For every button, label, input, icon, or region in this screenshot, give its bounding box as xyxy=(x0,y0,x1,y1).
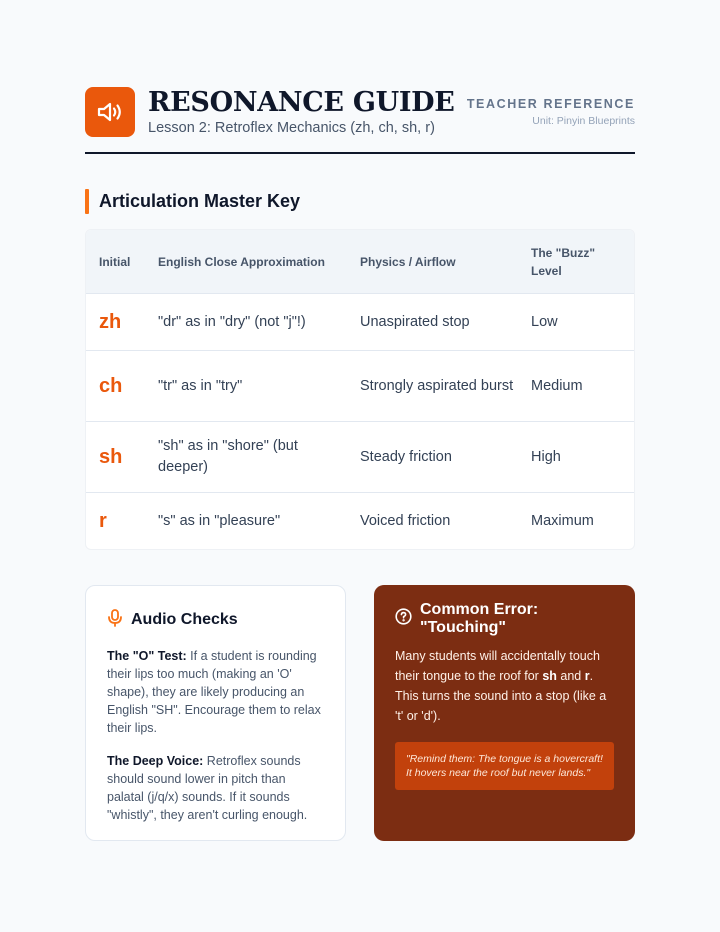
column-header-approximation: English Close Approximation xyxy=(158,254,325,269)
initial-cell: sh xyxy=(99,445,123,468)
error-text-part: Many students will accidentally touch their tongue to the roof for xyxy=(395,649,600,683)
audio-check-text: If a student is rounding their lips too much (making an 'O' shape), they are likely producing an English "SH". Encourage them to relax their lips. xyxy=(107,649,321,735)
common-error-text xyxy=(395,646,614,726)
column-header-physics: Physics / Airflow xyxy=(360,254,456,269)
page-title: RESONANCE GUIDE xyxy=(148,87,455,118)
initial-cell: r xyxy=(99,509,107,532)
table-row xyxy=(86,293,634,350)
card-row xyxy=(85,585,635,841)
physics-cell: Strongly aspirated burst xyxy=(360,377,514,394)
common-error-header xyxy=(395,601,614,636)
section-heading xyxy=(85,189,635,214)
table-row xyxy=(86,350,634,421)
approximation-cell: "sh" as in "shore" (but deeper) xyxy=(158,438,298,475)
column-header-initial: Initial xyxy=(99,254,131,269)
audio-checks-card xyxy=(85,585,346,841)
physics-cell: Unaspirated stop xyxy=(360,313,470,330)
reference-unit: Unit: Pinyin Blueprints xyxy=(532,115,635,127)
initial-cell: ch xyxy=(99,374,123,397)
section-accent-bar xyxy=(85,189,89,214)
title-block xyxy=(148,88,467,136)
buzz-cell: Low xyxy=(531,313,558,330)
approximation-cell: "tr" as in "try" xyxy=(158,377,243,394)
buzz-cell: Medium xyxy=(531,377,583,394)
question-circle-icon xyxy=(395,608,412,630)
table-row xyxy=(86,492,634,549)
column-header-buzz: The "Buzz" Level xyxy=(531,245,596,278)
header-divider xyxy=(85,152,635,154)
approximation-cell: "s" as in "pleasure" xyxy=(158,512,281,529)
error-emphasis-sh: sh xyxy=(542,669,557,683)
error-text-part: and xyxy=(556,669,585,683)
audio-check-item xyxy=(107,647,324,737)
hovercraft-quote: "Remind them: The tongue is a hovercraft! It hovers near the roof but never lands." xyxy=(395,742,614,790)
error-emphasis-r: r xyxy=(584,669,590,683)
physics-cell: Steady friction xyxy=(360,448,452,465)
audio-check-text: Retroflex sounds should sound lower in pitch than palatal (j/q/x) sounds. If it sounds "whistly", they aren't curling enough. xyxy=(107,754,308,822)
audio-checks-header xyxy=(107,610,324,630)
audio-checks-title: Audio Checks xyxy=(131,611,238,628)
table-header-row xyxy=(86,230,634,293)
physics-cell: Voiced friction xyxy=(360,512,451,529)
microphone-icon xyxy=(107,609,123,632)
reference-block xyxy=(467,97,635,127)
audio-check-lead: The Deep Voice: xyxy=(107,754,204,768)
buzz-cell: High xyxy=(531,448,561,465)
initial-cell: zh xyxy=(99,310,122,333)
articulation-table xyxy=(85,229,635,550)
buzz-cell: Maximum xyxy=(531,512,594,529)
approximation-cell: "dr" as in "dry" (not "j"!) xyxy=(158,313,306,330)
audio-check-item xyxy=(107,752,324,824)
audio-check-lead: The "O" Test: xyxy=(107,649,187,663)
speaker-icon xyxy=(85,87,135,137)
page xyxy=(85,86,635,841)
error-text-part: . This turns the sound into a stop (like a 't' or 'd'). xyxy=(395,669,607,723)
page-subtitle: Lesson 2: Retroflex Mechanics (zh, ch, sh, r) xyxy=(148,120,435,136)
common-error-title: Common Error: "Touching" xyxy=(420,601,539,636)
reference-label: TEACHER REFERENCE xyxy=(466,97,635,111)
table-row xyxy=(86,421,634,492)
common-error-card xyxy=(374,585,635,841)
section-title: Articulation Master Key xyxy=(99,191,301,211)
header xyxy=(85,86,635,138)
